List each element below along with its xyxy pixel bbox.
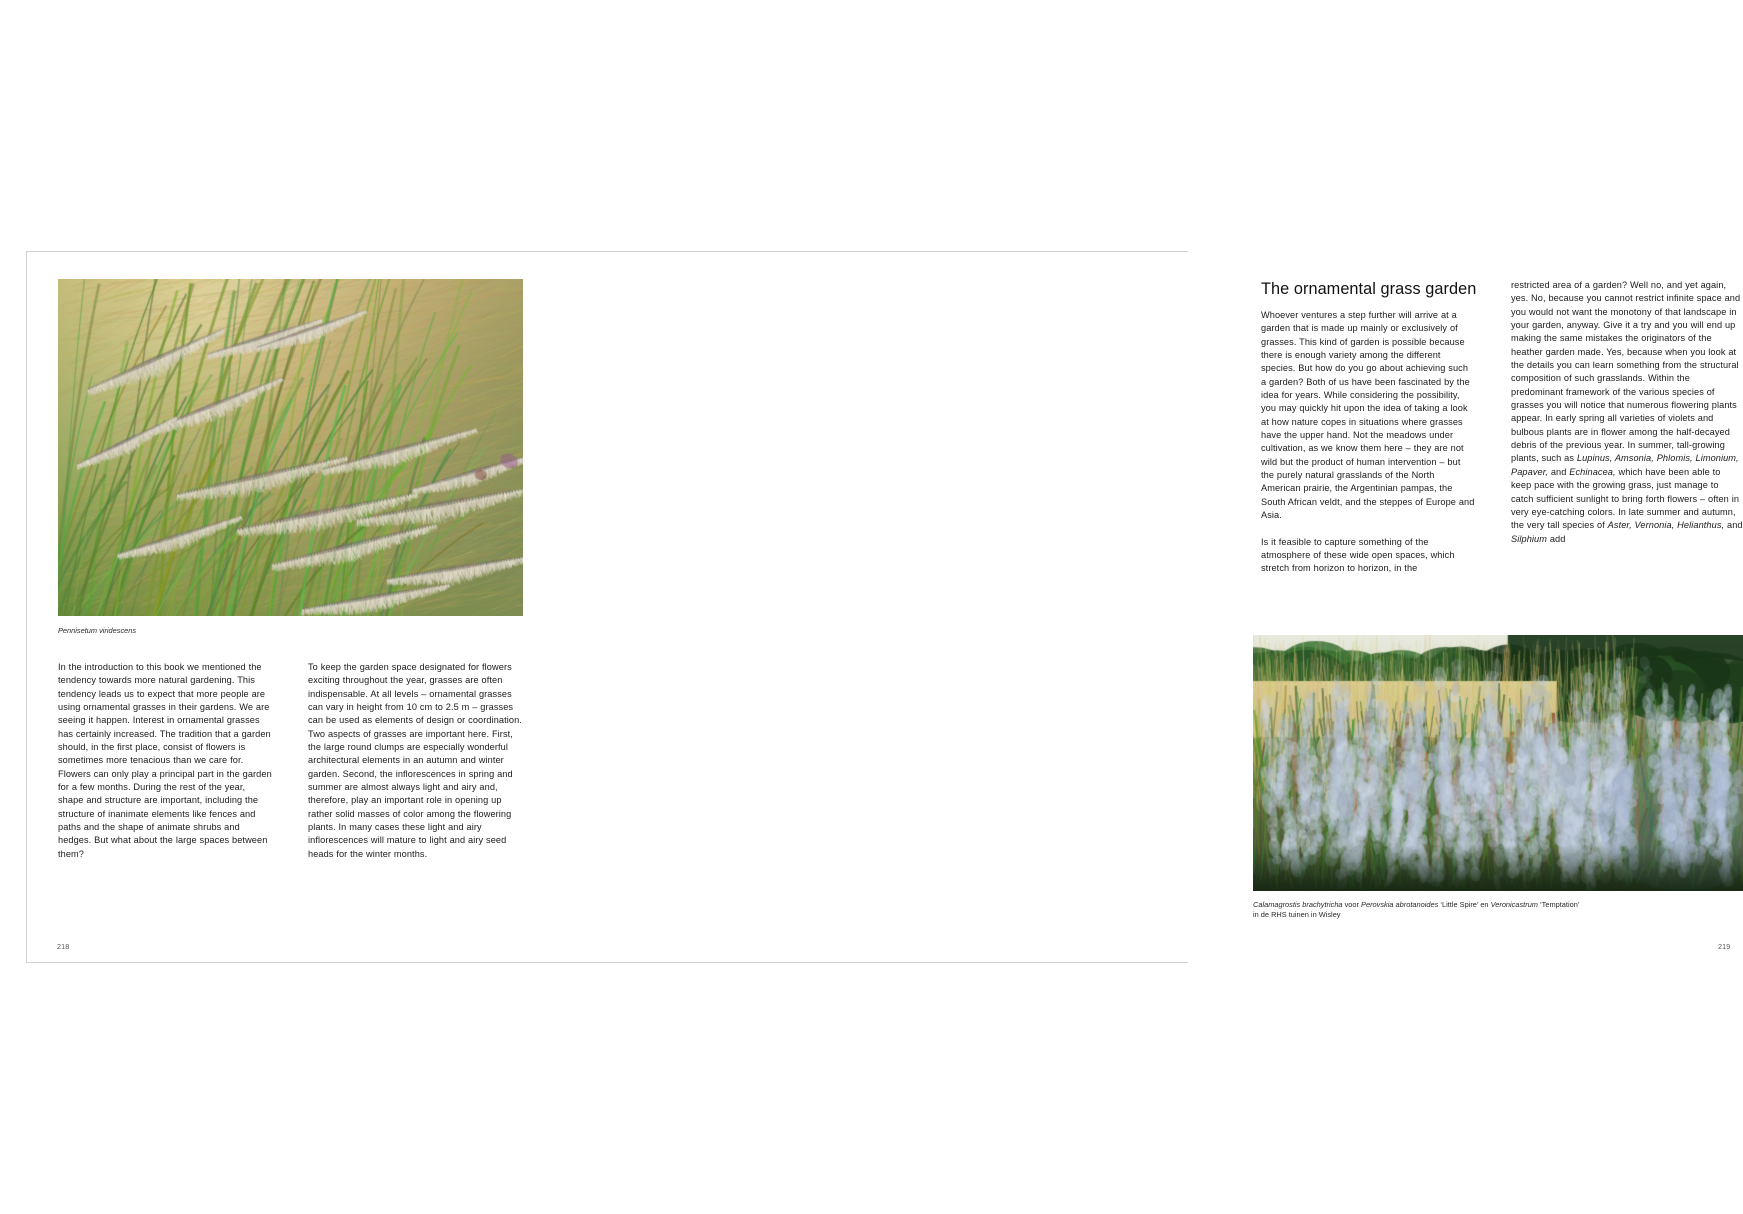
caption-calamagrostis-genus-a: Calamagrostis brachytricha	[1253, 900, 1343, 909]
right-page-column-1	[1261, 309, 1476, 576]
page-title: The ornamental grass garden	[1261, 280, 1477, 298]
left-page-column-1	[58, 661, 273, 861]
right-col2-genus-silphium: Silphium	[1511, 533, 1547, 544]
caption-pennisetum	[58, 626, 358, 636]
left-col1-paragraph-1: In the introduction to this book we mentioned the tendency towards more natural gardening. This tendency leads us to expect that more people are using ornamental grasses in their gardens. We are seeing it happen. Interest in ornamental grasses has certainly increased. The tradition that a garden should, in the first place, consist of flowers is sometimes more tenacious than we care for. Flowers can only play a principal part in the garden for a few months. During the rest of the year, shape and structure are important, including the structure of inanimate elements like fences and paths and the shape of animate shrubs and hedges. But what about the large spaces between them?	[58, 662, 272, 859]
right-col2-text-e: add	[1546, 533, 1566, 544]
calamagrostis-brachytricha-photo	[1253, 635, 1743, 891]
caption-pennisetum-species: Pennisetum viridescens	[58, 626, 137, 635]
left-col2-paragraph-1: To keep the garden space designated for flowers exciting throughout the year, grasses are often indispensable. At all levels – ornamental grasses can vary in height from 10 cm to 2.5 m – grasses can be used as elements of design or coordination. Two aspects of grasses are important here. First, the large round clumps are especially wonderful architectural elements in an autumn and winter garden. Second, the inflorescences in spring and summer are almost always light and airy and, therefore, play an important role in opening up rather solid masses of color among the flowering plants. In many cases these light and airy inflorescences will mature to light and airy seed heads for the winter months.	[308, 662, 522, 859]
right-page-column-2	[1511, 279, 1743, 546]
page-number-left: 218	[57, 942, 70, 951]
pennisetum-viridescens-photo	[58, 279, 523, 616]
right-col2-paragraph-1	[1511, 279, 1743, 546]
left-page-column-2	[308, 661, 523, 861]
book-spread	[26, 251, 1743, 963]
right-col2-text-a: restricted area of a garden? Well no, and yet again, yes. No, because you cannot restrict infinite space and you would not want the monotony of that landscape in your garden, anyway. Give it a try and you will end up making the same mistakes the originators of the heather garden made. Yes, because when you look at the details you can learn something from the structural composition of such grasslands. Within the predominant framework of the various species of grasses you will notice that numerous flowering plants appear. In early spring all varieties of violets and bulbous plants are in flower among the half-decayed debris of the previous year. In summer, tall-growing plants, such as	[1511, 280, 1741, 464]
right-col2-text-c: which have been able to keep pace with the growing grass, just manage to catch sufficient sunlight to bring forth flowers – often in very eye-catching colors. In late summer and autumn, the very tall species of	[1511, 466, 1740, 531]
caption-calamagrostis-roman-b: ‘Little Spire’ en	[1438, 900, 1491, 909]
right-col1-paragraph-2: Is it feasible to capture something of the atmosphere of these wide open spaces, which stretch from horizon to horizon, in the	[1261, 536, 1455, 574]
right-col2-genus-echinacea: Echinacea,	[1569, 466, 1616, 477]
right-col1-paragraph-1: Whoever ventures a step further will arrive at a garden that is made up mainly or exclusively of grasses. This kind of garden is possible because there is enough variety among the different species. But how do you go about achieving such a garden? Both of us have been fascinated by the idea for years. While considering the possibility, you may quickly hit upon the idea of taking a look at how nature copes in situations where grasses have the upper hand. Not the meadows under cultivation, as we know them here – they are not wild but the product of human intervention – but the purely natural grasslands of the North American prairie, the Argentinian pampas, the South African veldt, and the steppes of Europe and Asia.	[1261, 310, 1475, 521]
caption-calamagrostis-roman-c: ‘Temptation’	[1537, 900, 1580, 909]
right-col2-genera-summer: Lupinus, Amsonia, Phlomis, Limonium, Papaver,	[1511, 453, 1739, 477]
right-page	[608, 252, 1743, 962]
caption-calamagrostis-roman-a: voor	[1342, 900, 1362, 909]
caption-calamagrostis-location: in de RHS tuinen in Wisley	[1253, 910, 1341, 920]
left-page	[27, 252, 608, 962]
right-col2-genera-autumn: Aster, Vernonia, Helianthus,	[1607, 520, 1725, 531]
right-col2-text-b: and	[1548, 466, 1570, 477]
caption-calamagrostis-genus-b: Perovskia abrotanoides	[1361, 900, 1439, 909]
caption-calamagrostis	[1253, 900, 1673, 921]
right-col2-text-d: and	[1724, 520, 1743, 531]
page-number-right: 219	[1718, 942, 1731, 951]
caption-calamagrostis-genus-c: Veronicastrum	[1490, 900, 1538, 909]
